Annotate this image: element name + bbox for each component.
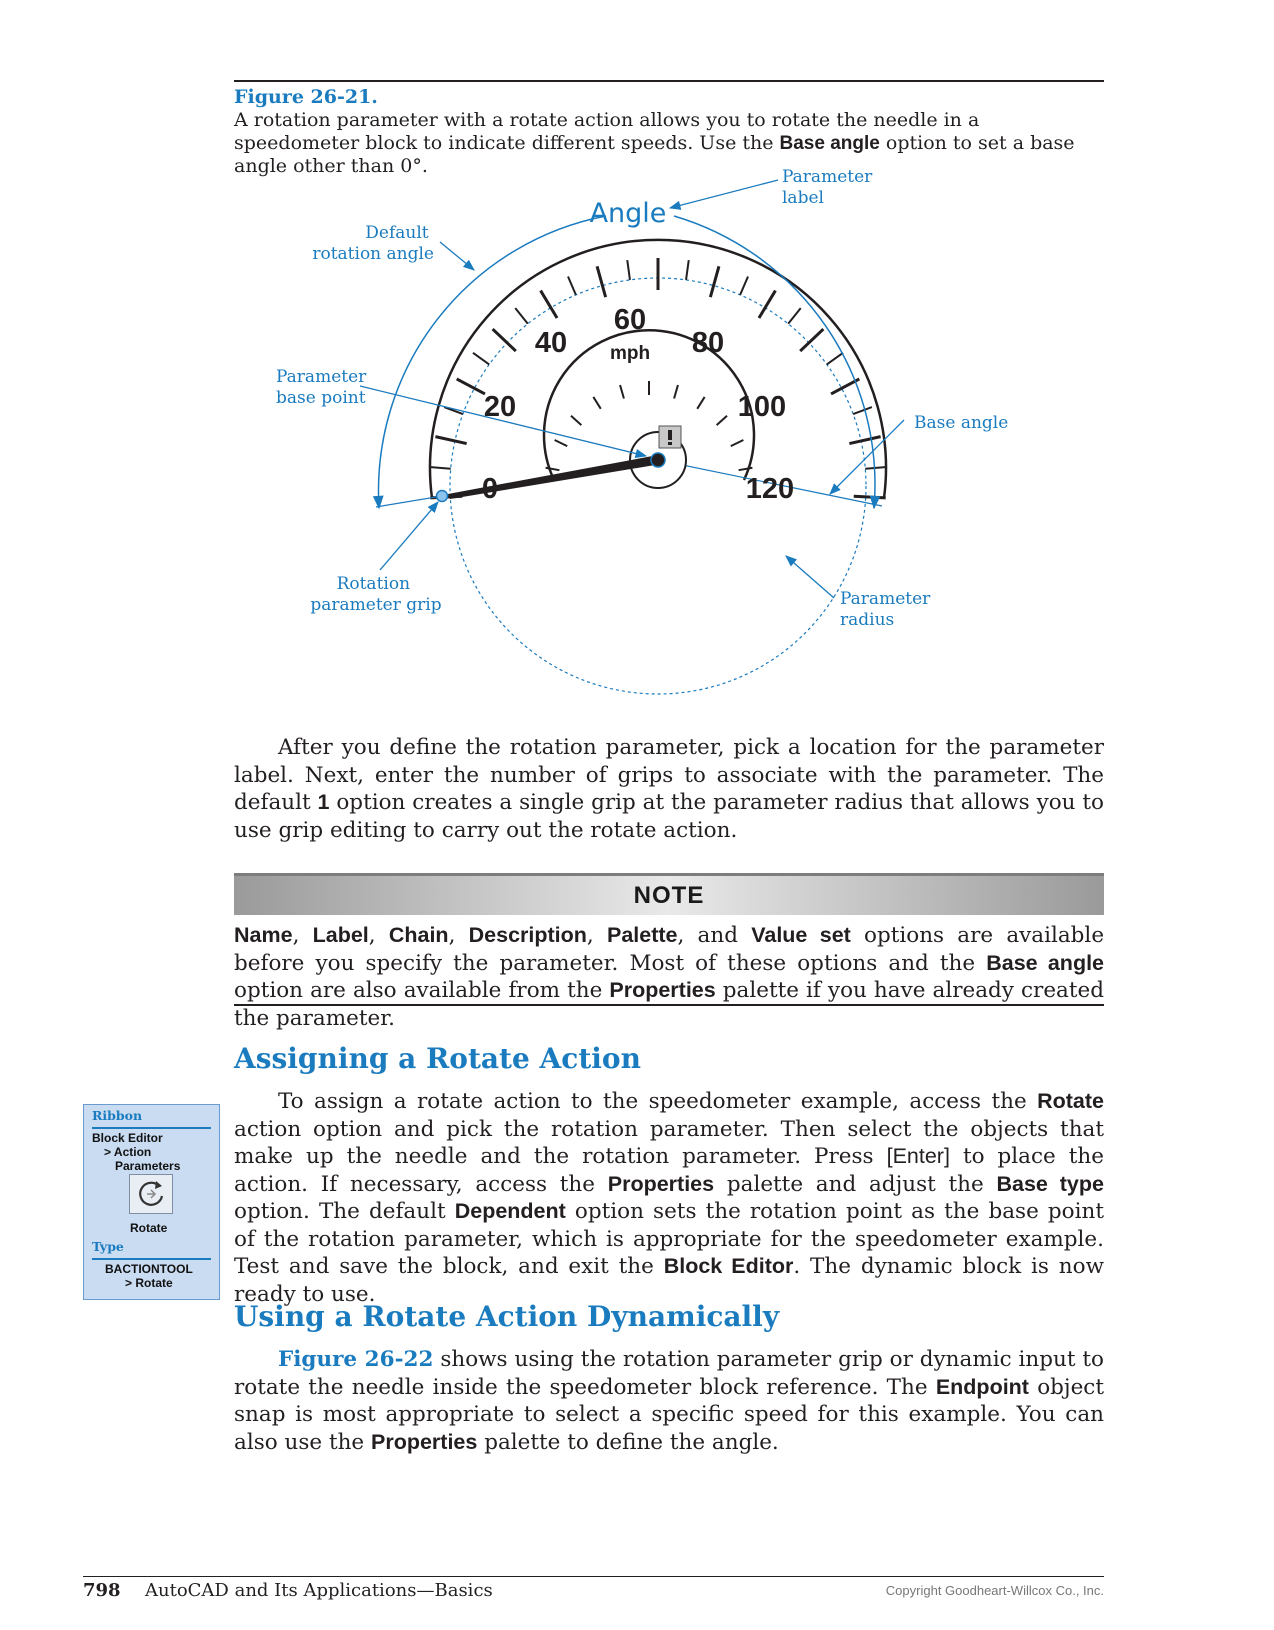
note-bold-properties: Properties — [609, 978, 716, 1002]
s1-bold-rotate: Rotate — [1037, 1089, 1104, 1113]
page-number: 798 — [83, 1580, 121, 1601]
outer-tick — [493, 329, 516, 351]
section1-heading: Assigning a Rotate Action — [234, 1042, 641, 1075]
s1-bold-block-editor: Block Editor — [663, 1254, 794, 1278]
outer-tick — [853, 407, 872, 414]
sidebar-icon-label: Rotate — [130, 1221, 168, 1235]
speed-label-80: 80 — [691, 327, 725, 359]
s1-text: To assign a rotate action to the speedometer example, access the — [278, 1089, 1038, 1114]
para1-bold-1: 1 — [317, 790, 330, 814]
sidebar-ribbon-path-3: Parameters — [115, 1159, 181, 1173]
outer-tick — [740, 277, 748, 295]
inner-tick — [546, 468, 560, 470]
caption-bold-base-angle: Base angle — [779, 133, 880, 154]
callout-default-rotation-angle: Default rotation angle — [312, 223, 434, 264]
figure-number: Figure 26-21. — [234, 86, 378, 108]
leader-base-angle — [830, 420, 904, 494]
s1-text: to place the action. If necessary, access the — [234, 1144, 1104, 1197]
s1-key-enter: [Enter] — [886, 1144, 950, 1168]
parameter-base-point — [651, 453, 665, 467]
outer-tick — [435, 437, 466, 444]
inner-tick — [555, 440, 568, 446]
outer-tick — [854, 496, 886, 498]
s2-bold-properties: Properties — [371, 1429, 478, 1454]
callout-parameter-label: Parameter label — [782, 167, 873, 208]
s1-bold-properties: Properties — [607, 1171, 715, 1196]
note-sep: , — [292, 923, 313, 948]
s1-text-end: . The dynamic block is now ready to use. — [234, 1254, 1104, 1307]
s2-text: object snap is most appropriate to select a specific speed for this example. You can also use the — [234, 1374, 1104, 1455]
outer-tick — [457, 379, 485, 394]
note-bottom-rule — [234, 1004, 1104, 1006]
speed-label-60: 60 — [613, 304, 647, 336]
para1-text: After you define the rotation parameter, pick a location for the parameter label. Next, enter the number of grips to associate with the parameter. The default — [234, 735, 1104, 815]
outer-tick — [473, 353, 489, 365]
note-text-end: palette if you have already created the parameter. — [234, 978, 1104, 1031]
s1-text: option sets the rotation point as the base point of the rotation parameter, which is appropriate for the speedometer example. Test and save the block, and exit the — [234, 1199, 1104, 1279]
outer-tick — [597, 266, 606, 297]
outer-tick — [686, 260, 689, 280]
sidebar-type-path-2: > Rotate — [125, 1276, 173, 1290]
inner-tick — [697, 397, 704, 409]
leader-parameter-radius — [786, 556, 834, 598]
rotate-icon[interactable] — [129, 1174, 173, 1214]
speed-label-100: 100 — [737, 391, 787, 423]
s1-text: action option and pick the rotation parameter. Then select the objects that make up the needle and the rotation parameter. Press — [234, 1116, 1104, 1169]
rotation-parameter-grip — [437, 491, 448, 502]
paragraph-1 — [234, 734, 1104, 844]
footer-rule — [83, 1576, 1104, 1577]
inner-tick — [674, 385, 678, 398]
needle — [448, 455, 661, 499]
inner-tick — [620, 385, 624, 398]
sidebar-rule-2 — [92, 1258, 211, 1260]
callout-parameter-base-point: Parameter base point — [276, 367, 367, 408]
outer-tick — [627, 260, 630, 280]
outer-tick — [568, 277, 576, 295]
outer-tick — [827, 353, 843, 365]
speed-label-20: 20 — [483, 391, 517, 423]
s2-bold-endpoint: Endpoint — [935, 1374, 1029, 1399]
sidebar-ribbon-path-2: > Action — [104, 1145, 152, 1159]
para1-text-end: option creates a single grip at the parameter radius that allows you to use grip editing to carry out the rotate action. — [234, 790, 1104, 843]
leader-rotation-parameter-grip — [380, 502, 438, 570]
note-sep: , — [586, 923, 607, 948]
section2-heading: Using a Rotate Action Dynamically — [234, 1300, 780, 1333]
outer-tick — [515, 308, 528, 324]
s2-figure-link[interactable]: Figure 26-22 — [278, 1347, 434, 1372]
note-bold-name: Name — [234, 923, 293, 947]
outer-tick — [541, 291, 557, 318]
inner-tick — [717, 416, 727, 425]
note-bold-value-set: Value set — [751, 923, 851, 947]
inner-tick — [739, 468, 753, 470]
note-bold-chain: Chain — [388, 923, 449, 947]
speedometer-figure — [234, 158, 1104, 698]
callout-base-angle: Base angle — [914, 413, 1009, 433]
note-sep: , — [368, 923, 389, 948]
sidebar-rule — [92, 1127, 211, 1129]
leader-parameter-label — [670, 180, 778, 208]
s2-text: shows using the rotation parameter grip or dynamic input to rotate the needle inside the speedometer block reference. The — [234, 1347, 1104, 1400]
parameter-label-text: Angle — [589, 198, 667, 229]
outer-tick — [788, 308, 801, 324]
section1-paragraph — [234, 1088, 1104, 1308]
sidebar-type-heading: Type — [92, 1239, 124, 1254]
top-rule — [234, 80, 1104, 82]
inner-tick — [571, 416, 581, 425]
caption-text-end: option to set a base angle other than 0°. — [234, 132, 1075, 177]
note-text-mid: options are available before you specify the parameter. Most of these options and the — [234, 923, 1105, 976]
note-bold-base-angle: Base angle — [986, 950, 1105, 975]
outer-tick — [710, 266, 719, 297]
leader-default-rotation-angle — [440, 242, 474, 270]
inner-tick — [731, 440, 744, 446]
note-bold-description: Description — [468, 923, 587, 947]
alert-badge-icon — [659, 426, 681, 448]
callout-rotation-parameter-grip: Rotation parameter grip — [310, 574, 442, 615]
book-title: AutoCAD and Its Applications—Basics — [145, 1580, 493, 1601]
base-angle-arc — [674, 216, 875, 508]
note-bold-label: Label — [312, 923, 369, 947]
s1-bold-base-type: Base type — [996, 1171, 1104, 1196]
note-sep: , and — [677, 923, 752, 948]
s2-text-end: palette to define the angle. — [477, 1429, 779, 1455]
copyright: Copyright Goodheart-Willcox Co., Inc. — [885, 1583, 1104, 1598]
outer-tick — [849, 437, 880, 444]
note-bar — [234, 873, 1104, 915]
outer-tick — [759, 291, 775, 318]
s1-text: option. The default — [234, 1199, 455, 1224]
note-text — [234, 922, 1104, 1032]
speed-label-120: 120 — [745, 473, 795, 505]
unit-label: mph — [609, 343, 651, 364]
note-title: NOTE — [633, 882, 705, 909]
note-bold-palette: Palette — [606, 923, 678, 947]
caption-text: A rotation parameter with a rotate action allows you to rotate the needle in a speedometer block to indicate different speeds. Use the — [234, 109, 980, 154]
sidebar-ribbon-heading: Ribbon — [92, 1108, 143, 1123]
section2-paragraph — [234, 1346, 1104, 1456]
outer-tick — [800, 329, 823, 351]
s1-text: palette and adjust the — [714, 1171, 997, 1197]
outer-tick — [431, 467, 451, 469]
note-sep: , — [448, 923, 469, 948]
command-sidebar — [83, 1104, 220, 1300]
s1-bold-dependent: Dependent — [454, 1199, 566, 1223]
inner-tick — [593, 397, 600, 409]
callout-parameter-radius: Parameter radius — [840, 589, 931, 630]
note-text-mid2: option are also available from the — [234, 978, 610, 1003]
sidebar-type-path-1: BACTIONTOOL — [105, 1262, 193, 1276]
sidebar-ribbon-path-1: Block Editor — [92, 1131, 163, 1145]
speed-label-40: 40 — [534, 327, 568, 359]
